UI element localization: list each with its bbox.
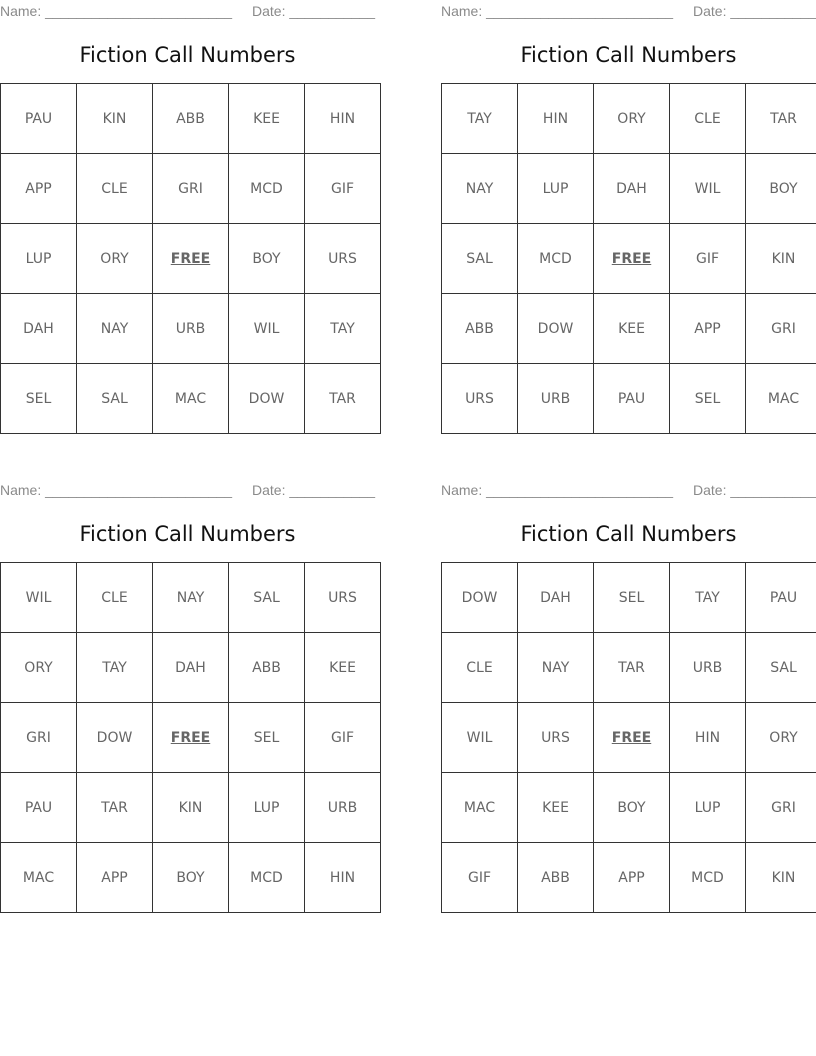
bingo-row <box>1 703 381 773</box>
bingo-row <box>442 773 816 843</box>
card-title: Fiction Call Numbers <box>79 43 296 67</box>
bingo-cell: DAH <box>518 563 594 633</box>
bingo-cell: BOY <box>746 154 816 224</box>
card-title: Fiction Call Numbers <box>79 522 296 546</box>
name-line: Name: ________________________ <box>441 482 673 498</box>
bingo-row <box>442 224 816 294</box>
bingo-cell: LUP <box>229 773 305 843</box>
bingo-cell: DOW <box>229 364 305 434</box>
bingo-grid <box>441 562 816 913</box>
bingo-row <box>442 633 816 703</box>
bingo-cell: KEE <box>305 633 381 703</box>
free-space: FREE <box>153 703 229 773</box>
bingo-cell: ORY <box>746 703 816 773</box>
bingo-cell: SEL <box>594 563 670 633</box>
bingo-cell: SAL <box>229 563 305 633</box>
bingo-cell: ABB <box>153 84 229 154</box>
bingo-cell: KIN <box>153 773 229 843</box>
bingo-row <box>442 154 816 224</box>
bingo-grid <box>441 83 816 434</box>
bingo-cell: SAL <box>77 364 153 434</box>
bingo-cell: ORY <box>594 84 670 154</box>
bingo-cell: GRI <box>746 294 816 364</box>
bingo-cell: MAC <box>442 773 518 843</box>
bingo-cell: ABB <box>442 294 518 364</box>
bingo-row <box>1 84 381 154</box>
bingo-row <box>442 84 816 154</box>
free-space: FREE <box>594 224 670 294</box>
bingo-cell: KIN <box>746 224 816 294</box>
bingo-cell: BOY <box>594 773 670 843</box>
bingo-cell: DOW <box>518 294 594 364</box>
bingo-row <box>442 843 816 913</box>
bingo-cell: GRI <box>153 154 229 224</box>
bingo-cell: KEE <box>594 294 670 364</box>
bingo-cell: SAL <box>442 224 518 294</box>
bingo-cell: APP <box>1 154 77 224</box>
bingo-cell: MCD <box>229 843 305 913</box>
bingo-cell: DAH <box>1 294 77 364</box>
bingo-cell: HIN <box>305 84 381 154</box>
free-space: FREE <box>594 703 670 773</box>
bingo-cell: GRI <box>1 703 77 773</box>
bingo-cell: MCD <box>670 843 746 913</box>
name-line: Name: ________________________ <box>0 3 232 19</box>
bingo-cell: HIN <box>670 703 746 773</box>
bingo-cell: PAU <box>1 773 77 843</box>
bingo-cell: WIL <box>442 703 518 773</box>
bingo-cell: URS <box>518 703 594 773</box>
bingo-cell: KIN <box>746 843 816 913</box>
bingo-cell: MAC <box>1 843 77 913</box>
bingo-cell: LUP <box>670 773 746 843</box>
bingo-cell: APP <box>594 843 670 913</box>
bingo-cell: GIF <box>442 843 518 913</box>
bingo-cell: PAU <box>1 84 77 154</box>
bingo-cell: SEL <box>1 364 77 434</box>
bingo-cell: URS <box>305 224 381 294</box>
bingo-cell: PAU <box>594 364 670 434</box>
date-line: Date: ___________ <box>693 3 816 19</box>
bingo-grid <box>0 562 381 913</box>
bingo-cell: TAR <box>746 84 816 154</box>
bingo-cell: WIL <box>670 154 746 224</box>
bingo-cell: NAY <box>153 563 229 633</box>
date-line: Date: ___________ <box>693 482 816 498</box>
bingo-cell: MCD <box>229 154 305 224</box>
bingo-cell: MAC <box>746 364 816 434</box>
bingo-cell: TAY <box>442 84 518 154</box>
bingo-cell: URB <box>518 364 594 434</box>
bingo-cell: GIF <box>305 703 381 773</box>
bingo-cell: DOW <box>77 703 153 773</box>
card-title: Fiction Call Numbers <box>520 43 737 67</box>
bingo-grid <box>0 83 381 434</box>
bingo-cell: DAH <box>594 154 670 224</box>
card-title: Fiction Call Numbers <box>520 522 737 546</box>
bingo-cell: APP <box>77 843 153 913</box>
bingo-cell: NAY <box>518 633 594 703</box>
bingo-cell: SEL <box>670 364 746 434</box>
bingo-cell: NAY <box>442 154 518 224</box>
bingo-cell: TAY <box>305 294 381 364</box>
name-date-row <box>0 482 375 498</box>
bingo-cell: TAY <box>670 563 746 633</box>
bingo-cell: CLE <box>442 633 518 703</box>
bingo-cell: LUP <box>1 224 77 294</box>
date-line: Date: ___________ <box>252 3 375 19</box>
bingo-cell: BOY <box>153 843 229 913</box>
bingo-cell: GIF <box>305 154 381 224</box>
bingo-cell: URS <box>305 563 381 633</box>
bingo-cell: DAH <box>153 633 229 703</box>
bingo-cell: ABB <box>229 633 305 703</box>
bingo-cell: GRI <box>746 773 816 843</box>
bingo-row <box>1 633 381 703</box>
bingo-cell: CLE <box>670 84 746 154</box>
bingo-cell: MCD <box>518 224 594 294</box>
bingo-cell: NAY <box>77 294 153 364</box>
bingo-cell: BOY <box>229 224 305 294</box>
bingo-cell: DOW <box>442 563 518 633</box>
bingo-cell: LUP <box>518 154 594 224</box>
bingo-row <box>1 364 381 434</box>
bingo-cell: CLE <box>77 563 153 633</box>
bingo-row <box>1 773 381 843</box>
bingo-row <box>1 563 381 633</box>
bingo-cell: SAL <box>746 633 816 703</box>
bingo-cell: KEE <box>518 773 594 843</box>
name-date-row <box>441 482 816 498</box>
bingo-cell: TAR <box>305 364 381 434</box>
bingo-cell: ORY <box>1 633 77 703</box>
bingo-row <box>1 294 381 364</box>
bingo-row <box>442 563 816 633</box>
date-line: Date: ___________ <box>252 482 375 498</box>
bingo-cell: HIN <box>518 84 594 154</box>
bingo-row <box>1 843 381 913</box>
bingo-cell: KIN <box>77 84 153 154</box>
bingo-cell: URS <box>442 364 518 434</box>
free-space: FREE <box>153 224 229 294</box>
name-date-row <box>441 3 816 19</box>
bingo-cell: URB <box>153 294 229 364</box>
bingo-cell: CLE <box>77 154 153 224</box>
bingo-cell: PAU <box>746 563 816 633</box>
bingo-cell: WIL <box>1 563 77 633</box>
bingo-cell: GIF <box>670 224 746 294</box>
name-date-row <box>0 3 375 19</box>
name-line: Name: ________________________ <box>441 3 673 19</box>
bingo-cell: ORY <box>77 224 153 294</box>
bingo-cell: TAY <box>77 633 153 703</box>
name-line: Name: ________________________ <box>0 482 232 498</box>
bingo-row <box>1 224 381 294</box>
bingo-cell: APP <box>670 294 746 364</box>
bingo-cell: ABB <box>518 843 594 913</box>
bingo-cell: URB <box>305 773 381 843</box>
bingo-cell: WIL <box>229 294 305 364</box>
bingo-row <box>442 703 816 773</box>
bingo-cell: TAR <box>77 773 153 843</box>
bingo-cell: KEE <box>229 84 305 154</box>
bingo-cell: URB <box>670 633 746 703</box>
bingo-cell: MAC <box>153 364 229 434</box>
bingo-cell: HIN <box>305 843 381 913</box>
bingo-cell: TAR <box>594 633 670 703</box>
bingo-row <box>1 154 381 224</box>
bingo-row <box>442 364 816 434</box>
bingo-row <box>442 294 816 364</box>
bingo-cell: SEL <box>229 703 305 773</box>
